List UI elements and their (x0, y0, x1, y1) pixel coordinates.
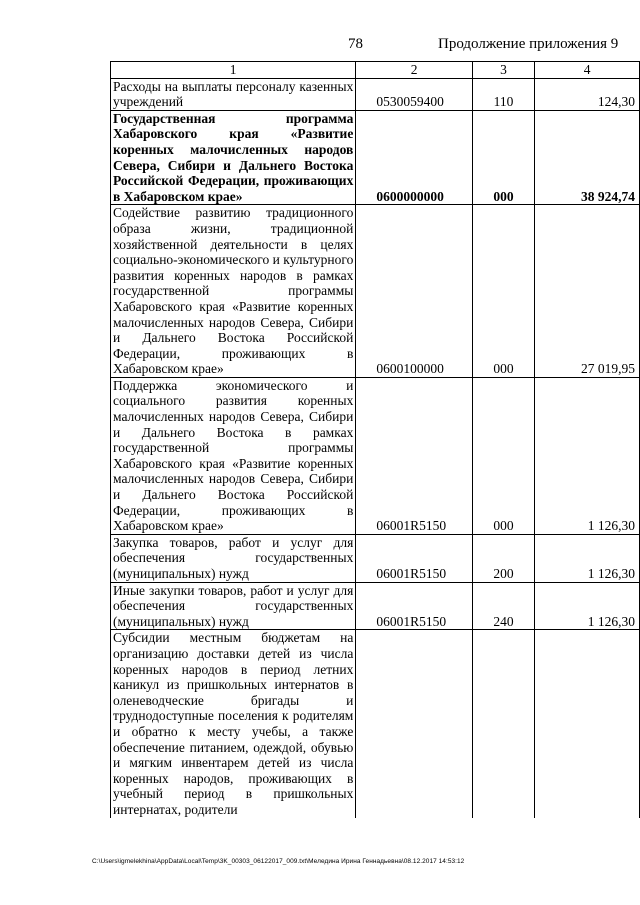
table-row (111, 534, 640, 582)
budget-table (110, 61, 640, 818)
column-number-1: 1 (111, 62, 356, 79)
row-sum (535, 630, 640, 818)
row-code: 0600000000 (356, 110, 473, 205)
row-type: 000 (472, 110, 534, 205)
row-code: 06001R5150 (356, 582, 473, 630)
page-number: 78 (348, 36, 363, 52)
row-type: 240 (472, 582, 534, 630)
row-code: 0600100000 (356, 205, 473, 378)
row-type: 200 (472, 534, 534, 582)
row-name: Государственная программа Хабаровского края «Развитие коренных малочисленных народов Севера, Сибири и Дальнего Востока Российской Федерации, проживающих в Хабаровском крае» (111, 110, 356, 205)
row-type (472, 630, 534, 818)
row-name: Иные закупки товаров, работ и услуг для обеспечения государственных (муниципальных) нужд (111, 582, 356, 630)
table-row (111, 205, 640, 378)
row-name: Субсидии местным бюджетам на организацию доставки детей из числа коренных народов в период летних каникул из пришкольных интернатов в оленеводческие бригады и труднодоступные поселения к родителям и обратно к месту учебы, а также обеспечение питанием, одеждой, обувью и мягким инвентарем детей из числа коренных народов, проживающих в учебный период в пришкольных интернатах, родители (111, 630, 356, 818)
row-code (356, 630, 473, 818)
column-number-row (111, 62, 640, 79)
column-number-2: 2 (356, 62, 473, 79)
row-sum: 124,30 (535, 78, 640, 110)
column-number-3: 3 (472, 62, 534, 79)
row-type: 000 (472, 377, 534, 534)
row-name: Поддержка экономического и социального развития коренных малочисленных народов Севера, Сибири и Дальнего Востока в рамках государственной программы Хабаровского края «Развитие коренных малочисленных народов Севера, Сибири и Дальнего Востока Российской Федерации, проживающих в Хабаровском крае» (111, 377, 356, 534)
row-name: Содействие развитию традиционного образа жизни, традиционной хозяйственной деятельности в целях социально-экономического и культурного развития коренных народов в рамках государственной программы Хабаровского края «Развитие коренных малочисленных народов Севера, Сибири и Дальнего Востока Российской Федерации, проживающих в Хабаровском крае» (111, 205, 356, 378)
row-type: 110 (472, 78, 534, 110)
row-sum: 27 019,95 (535, 205, 640, 378)
file-path-footer: C:\Users\igmelekhina\AppData\Local\Temp\3K_00303_06122017_009.txt\Меледина Ирина Геннадьевна\08.12.2017 14:53:12 (92, 858, 465, 865)
row-sum: 1 126,30 (535, 582, 640, 630)
table-row (111, 630, 640, 818)
table-row (111, 78, 640, 110)
row-code: 06001R5150 (356, 534, 473, 582)
table-row (111, 377, 640, 534)
row-code: 0530059400 (356, 78, 473, 110)
row-sum: 1 126,30 (535, 534, 640, 582)
row-sum: 1 126,30 (535, 377, 640, 534)
continuation-title: Продолжение приложения 9 (438, 36, 619, 52)
row-name: Расходы на выплаты персоналу казенных учреждений (111, 78, 356, 110)
row-type: 000 (472, 205, 534, 378)
row-sum: 38 924,74 (535, 110, 640, 205)
row-name: Закупка товаров, работ и услуг для обеспечения государственных (муниципальных) нужд (111, 534, 356, 582)
table-row (111, 582, 640, 630)
column-number-4: 4 (535, 62, 640, 79)
table-row (111, 110, 640, 205)
row-code: 06001R5150 (356, 377, 473, 534)
